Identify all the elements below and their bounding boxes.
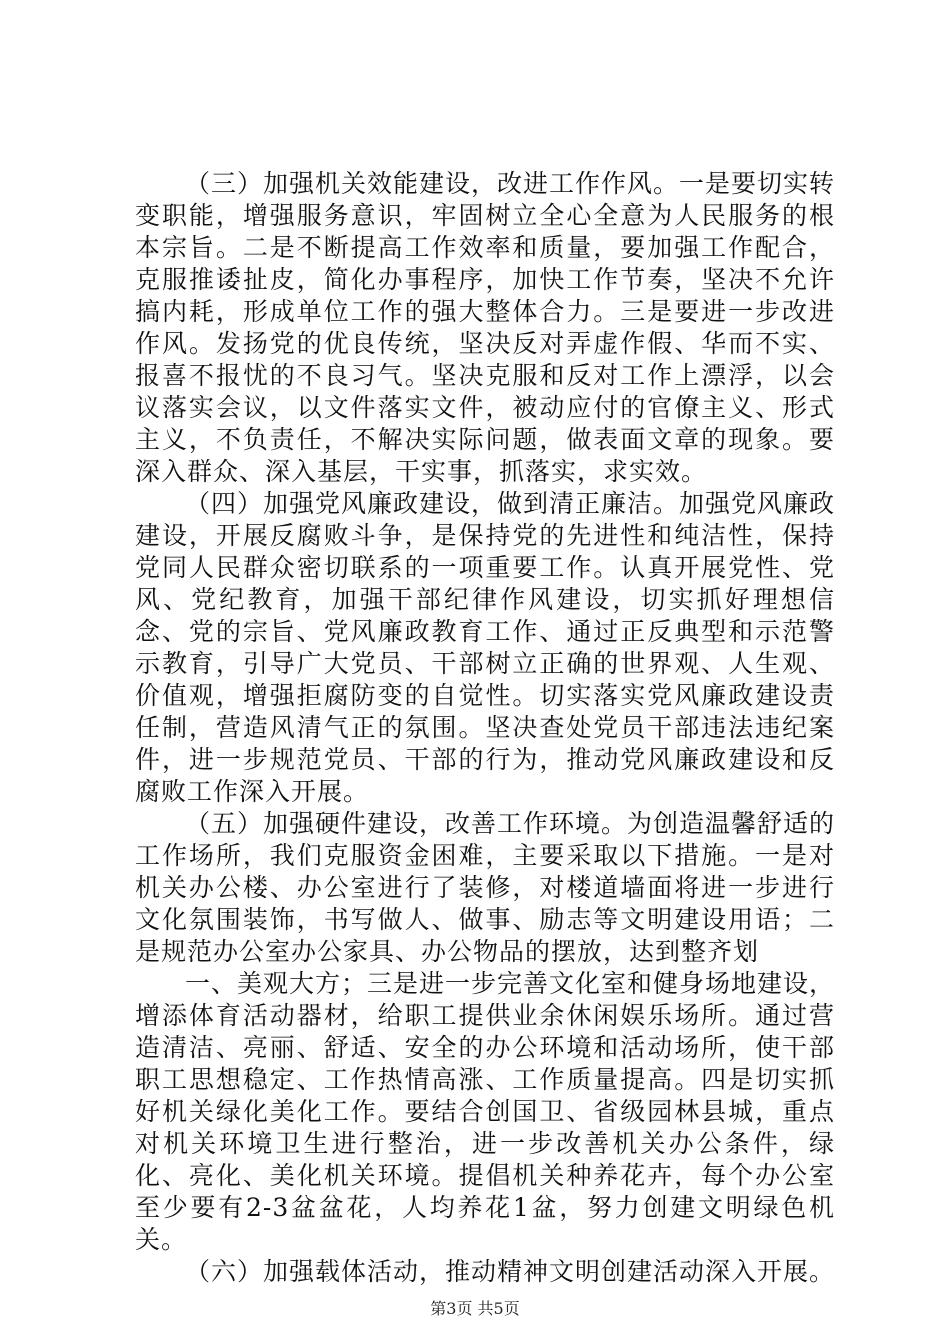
paragraph-5-continued: 一、美观大方；三是进一步完善文化室和健身场地建设，增添体育活动器材，给职工提供业余休闲娱乐场所。通过营造清洁、亮丽、舒适、安全的办公环境和活动场所，使干部职工思想稳定、工作热情高涨、工作质量提高。四是切实抓好机关绿化美化工作。要结合创国卫、省级园林县城，重点对机关环境卫生进行整治，进一步改善机关办公条件，绿化、亮化、美化机关环境。提倡机关种养花卉，每个办公室至少要有2-3盆盆花，人均养花1盆，努力创建文明绿色机关。 [135, 969, 836, 1254]
document-body [135, 168, 835, 1288]
paragraph-3: （三）加强机关效能建设，改进工作作风。一是要切实转变职能，增强服务意识，牢固树立全心全意为人民服务的根本宗旨。二是不断提高工作效率和质量，要加强工作配合，克服推诿扯皮，简化办事程序，加快工作节奏，坚决不允许搞内耗，形成单位工作的强大整体合力。三是要进一步改进作风。发扬党的优良传统，坚决反对弄虚作假、华而不实、报喜不报忧的不良习气。坚决克服和反对工作上漂浮，以会议落实会议，以文件落实文件，被动应付的官僚主义、形式主义，不负责任，不解决实际问题，做表面文章的现象。要深入群众、深入基层，干实事，抓落实，求实效。 [135, 169, 836, 486]
paragraph-6: （六）加强载体活动，推动精神文明创建活动深入开展。 [185, 1257, 836, 1286]
page-footer: 第3页 共5页 [430, 1299, 520, 1318]
paragraph-5: （五）加强硬件建设，改善工作环境。为创造温馨舒适的工作场所，我们克服资金困难，主要采取以下措施。一是对机关办公楼、办公室进行了装修，对楼道墙面将进一步进行文化氛围装饰，书写做人、做事、励志等文明建设用语；二是规范办公室办公家具、办公物品的摆放，达到整齐划 [135, 809, 836, 966]
paragraph-4: （四）加强党风廉政建设，做到清正廉洁。加强党风廉政建设，开展反腐败斗争，是保持党的先进性和纯洁性，保持党同人民群众密切联系的一项重要工作。认真开展党性、党风、党纪教育，加强干部纪律作风建设，切实抓好理想信念、党的宗旨、党风廉政教育工作、通过正反典型和示范警示教育，引导广大党员、干部树立正确的世界观、人生观、价值观，增强拒腐防变的自觉性。切实落实党风廉政建设责任制，营造风清气正的氛围。坚决查处党员干部违法违纪案件，进一步规范党员、干部的行为，推动党风廉政建设和反腐败工作深入开展。 [135, 489, 836, 806]
